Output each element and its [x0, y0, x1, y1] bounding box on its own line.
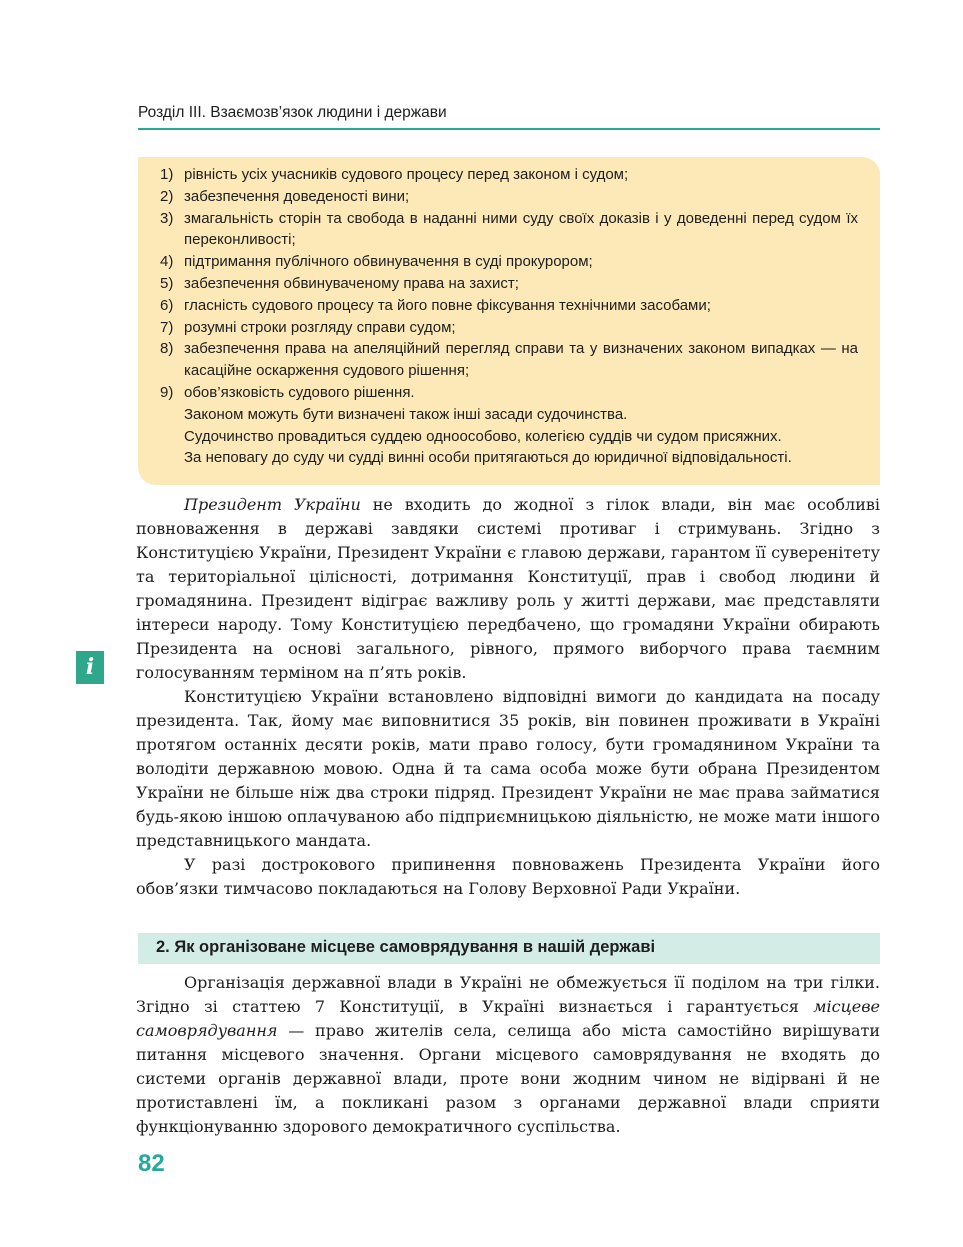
info-icon: i — [76, 651, 104, 684]
paragraph: У разі дострокового припинення повноважень Президента України його обов’язки тимчасово покладаються на Голову Верховної Ради України. — [136, 855, 880, 898]
paragraph: Президент України не входить до жодної з гілок влади, він має особливі повноваження в державі завдяки системі противаг і стримувань. Згідно з Конституцією України, Президент України є главою держави, гарантом її суверенітету та територіальної цілісності, дотримання Конституції, прав і свобод людини й громадянина. Президент відіграє важливу роль у житті держави, має представляти інтереси народу. Тому Конституцією передбачено, що громадяни України обирають Президента на основі загального, рівного, прямого виборчого права таємним голосуванням терміном на п’ять років. — [136, 495, 880, 682]
body-text-president — [136, 493, 880, 901]
paragraph: Конституцією України встановлено відповідні вимоги до кандидата на посаду президента. Так, йому має виповнитися 35 років, він повинен проживати в Україні протягом останніх десяти років, мати право голосу, бути громадянином України та володіти державною мовою. Одна й та сама особа може бути обрана Президентом України не більше ніж два строки підряд. Президент України не має права займатися будь-якою іншою оплачуваною або підприємницькою діяльністю, не може мати іншого представницького мандата. — [136, 687, 880, 850]
list-item: 8) забезпечення права на апеляційний перегляд справи та у визначених законом випадках — на касаційне оскарження судового рішення; — [160, 340, 858, 380]
term-emphasis: Президент України — [184, 495, 361, 514]
list-item: 9) обов’язковість судового рішення. — [160, 383, 415, 401]
list-item: 4) підтримання публічного обвинувачення в суді прокурором; — [160, 253, 593, 271]
list-item: 7) розумні строки розгляду справи судом; — [160, 318, 456, 336]
box-note: Законом можуть бути визначені також інші засади судочинства. — [184, 405, 628, 423]
page-header: Розділ ІІІ. Взаємозв’язок людини і держави — [138, 98, 880, 130]
term-emphasis: місцеве самоврядування — [136, 997, 880, 1040]
principles-list — [160, 164, 858, 404]
list-item: 6) гласність судового процесу та його повне фіксування технічними засобами; — [160, 296, 711, 314]
principles-box — [138, 157, 880, 485]
paragraph: Організація державної влади в Україні не обмежується її поділом на три гілки. Згідно зі статтею 7 Конституції, в Україні визнається і гарантується місцеве самоврядування — право жителів села, селища або міста самостійно вирішувати питання місцевого значення. Органи місцевого самоврядування не входять до системи органів державної влади, проте вони жодним чином не відірвані й не протиставлені їм, а покликані разом з органами державної влади сприяти функціонуванню здорового демократичного суспільства. — [136, 973, 880, 1136]
box-note: За неповагу до суду чи судді винні особи притягаються до юридичної відповідальності. — [184, 449, 792, 467]
list-item: 5) забезпечення обвинуваченому права на захист; — [160, 274, 519, 292]
page-number: 82 — [138, 1150, 165, 1177]
box-note: Судочинство провадиться суддею одноособово, колегією суддів чи судом присяжних. — [184, 427, 782, 445]
list-item: 3) змагальність сторін та свобода в наданні ними суду своїх доказів і у доведенні перед судом їх переконливості; — [160, 209, 858, 249]
body-text-self-government — [136, 971, 880, 1139]
list-item: 1) рівність усіх учасників судового процесу перед законом і судом; — [160, 166, 629, 183]
list-item: 2) забезпечення доведеності вини; — [160, 187, 410, 205]
section-heading: 2. Як організоване місцеве самоврядування в нашій державі — [138, 933, 880, 964]
